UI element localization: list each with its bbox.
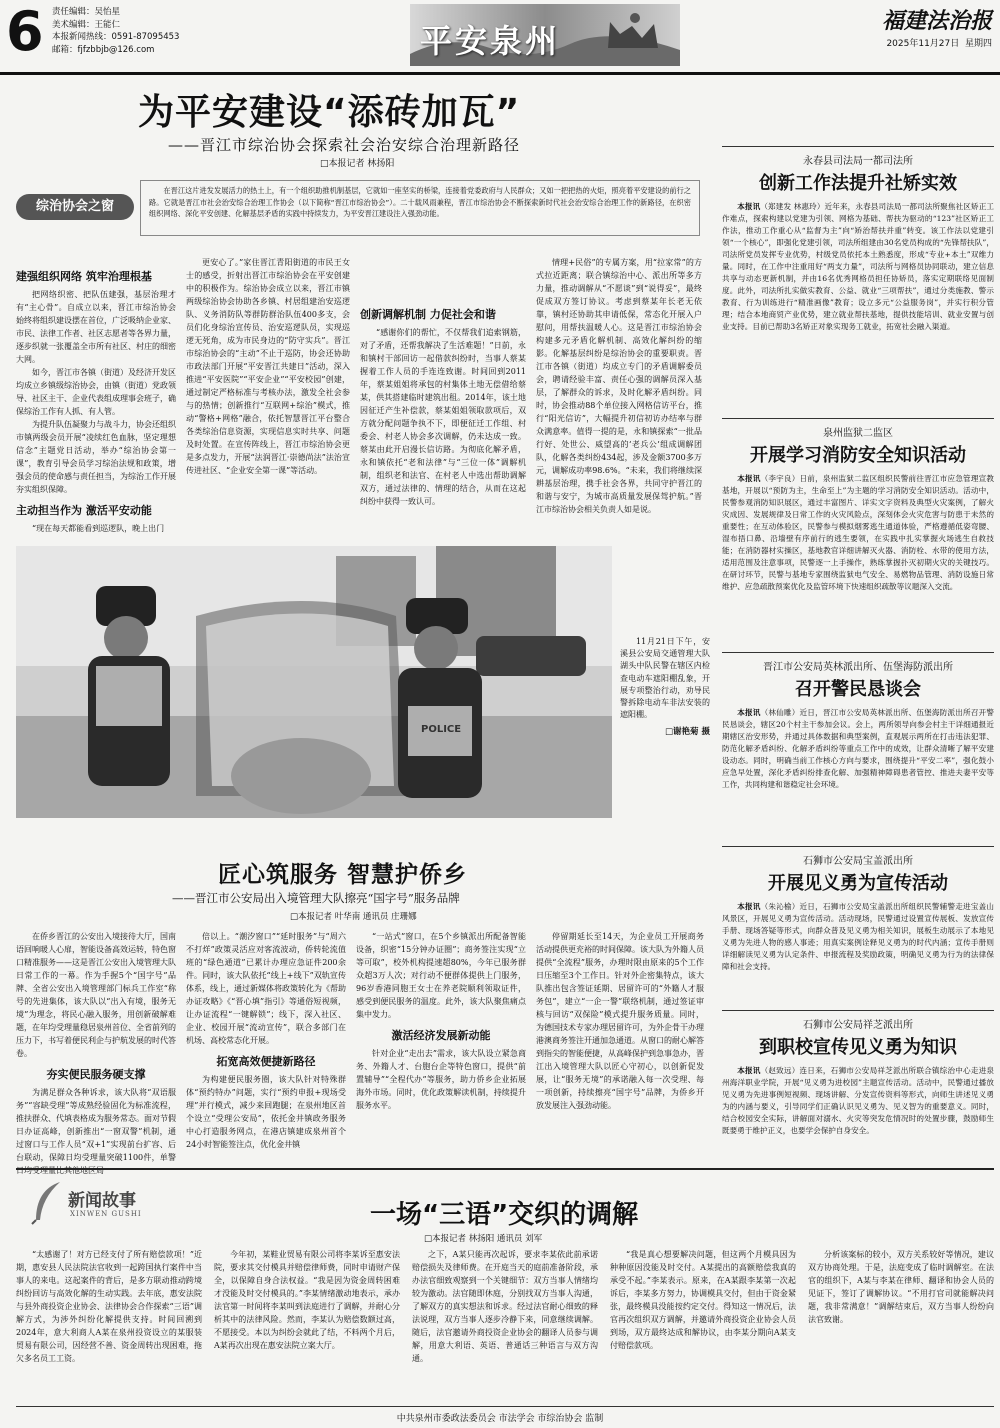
right-rule-1 [722,418,994,419]
story3-byline: □本报记者 林扬阳 通讯员 刘军 [424,1234,543,1244]
right-rule-4 [722,1010,994,1011]
page-number: 6 [6,0,44,63]
story3-col-2: 今年初，某鞋业贸易有限公司将李某诉至惠安法院，要求其交付模具并赔偿律师费，同时申请财产保全，以保障自身合法权益。“我是因为资金周转困难才没能及时交付模具的。”李某情绪激动地表示，承办法官第一时间将李某叫到法庭进行了调解，并耐心分析其中的法律风险。然而，李某认为赔偿数额过高，不愿接受。本以为纠纷会就此了结，不料两个月后，A某再次出现在惠安法院立案大厅。 [214,1250,400,1350]
right-title-2: 开展学习消防安全知识活动 [750,445,966,466]
story3-col-5: 分析该案标的较小，双方关系较好等情况，建议双方协商处理。于是，法庭变成了临时调解室。在法官的组织下，A某与李某在律师、翻译和协会人员的见证下，签订了调解协议。“不用打官司就能解决问题，我非常满意！”调解结束后，双方当事人纷纷向法官致谢。 [808,1250,994,1324]
police-photo-illustration [16,546,612,818]
story2-byline: □本报记者 叶华南 通讯员 庄珊娜 [290,912,417,922]
footer-credit: 中共泉州市委政法委员会 市法学会 市综治协会 监制 [396,1414,604,1424]
right-kicker-5: 石狮市公安局祥芝派出所 [803,1020,913,1031]
right-article-4: 石狮市公安局宝盖派出所 开展见义勇为宣传活动 本报讯（朱沁榆）近日，石狮市公安局宝盖派出所组织民警辅警走进宝盖山风景区，开展见义勇为宣传活动。活动现场，民警通过设置宣传展板、发放宣传手册、现场答疑等形式，向群众普及见义勇为相关知识，展板生动展示了本地见义勇为先进人物的感人事迹；用真实案例诠释见义勇为的时代内涵；宣传手册则详细解读见义勇为认定条件、申报流程及奖励政策，明确见义勇为行为的法律保障和社会支持。 [722,852,994,1002]
story2-heading-2: 拓宽高效便捷新路径 [216,1055,316,1068]
right-kicker-4: 石狮市公安局宝盖派出所 [803,856,913,867]
lead-intro: 在晋江这片进发发展活力的热土上，有一个组织助推机制基层，它就如一座坚实的桥梁，连接着党委政府与人民群众；又如一把把热的火炬，照亮着平安建设的前行之路。它就是晋江市社会治安综合治理工作协会（以下简称“晋江市综治协会”）。二十载风雨兼程，晋江市综治协会不断探索新时代社会治安综合治理工作的新路径，在织密组织网络、深化平安创建、化解基层矛盾的实践中持续发力，为平安晋江建设注入强劲动能。 [140,180,700,236]
right-article-5: 石狮市公安局祥芝派出所 到职校宣传见义勇为知识 本报讯（赵致远）连日来，石狮市公安局祥芝派出所联合镇综治中心走进泉州海洋职业学院，开展“见义勇为进校园”主题宣传活动。活动中，民警通过播放见义勇为先进事例短视频、现场讲解、分发宣传资料等形式，向师生讲述见义勇为的内涵与要义，引导同学们正确认识见义勇为、见义智为的重要意义。同时，结合校园安全实际，讲解面对溺水、火灾等突发危情况时的处置步骤，鼓励师生既要勇于维护正义，也要学会保护自身安全。 [722,1016,994,1162]
lead-byline: □本报记者 林扬阳 [320,159,395,169]
story3-col-1: “太感谢了！对方已经支付了所有赔偿款项！”近期，惠安县人民法院法官收到一起跨国执行案件中当事人的来电。这起案件的背后，是多方联动推动跨境纠纷回访与高效化解的生动实践。去年底，惠安法院与县外商投资企业协会、法律协会合作探索“三语”调解方式，为涉外纠纷化解提供支持。时间回溯到2024年，意大利商人A某在泉州投资设立的某服装贸易有限公司，因经营不善、资金周转出现困难，拖欠多名员工工资。 [16,1250,202,1363]
lead-heading-2: 主动担当作为 激活平安动能 [16,504,152,517]
story2-heading-3: 激活经济发展新动能 [391,1029,491,1042]
lead-subtitle: ——晋江市综治协会探索社会治安综合治理新路径 [168,136,521,154]
column-tag: 综治协会之窗 [16,194,134,220]
lead-title: 为平安建设“添砖加瓦” [138,92,521,133]
news-story-tag-en: XINWEN GUSHI [70,1210,142,1218]
story2-col-2: 倍以上。“潮汐窗口”“延时服务”与“周六不打烊”政策灵活应对客流波动，侨转轮流值班的“绿色通道”已累计办理应急证件200余件。同时，该大队依托“线上+线下”双轨宣传体系，线上，通过新媒体将政策转化为《帮助办证攻略》《“晋心填”指引》等通俗短视频，让办证流程“一键解锁”；线下，深入社区、企业、校园开展“流动宣传”，联合多部门在机场、高校常态化开展。 拓宽高效便捷新路径 为构建便民服务圈，该大队针对特殊群体“预约特办”问题，实行“预约申报+现场受理”并行模式，减少来回跑腿；在泉州地区首个设立“受理公安局”，依托金井镇政务服务中心打造服务网点，在港店镇建成泉州首个24小时智能签注点，优化金井镇 [186,932,346,1149]
right-title-3: 召开警民恳谈会 [795,679,921,700]
story2-col-4: 停留期延长至14天，为企业员工开展商务活动提供更充裕的时间保障。该大队为外籍人员提供“全流程”服务，办理时限由原来的5个工作日压缩至3个工作日。针对外企密集特点，该大队推出包含签证延期、居留许可的“外籍人才服务包”，建立“一企一警”联络机制，通过签证审核与回访“双保险”模式提升服务质量。同时，为德国技术专家办理居留许可，为外企骨干办理港澳商务签注开通加急通道。从窗口的耐心解答到指尖的智能便捷，从高峰保护到急事急办，晋江出入境管理大队以匠心守初心，以创新促发展，让“服务无境”的承诺融入每一次受理、每一项创新，持续擦亮“国字号”品牌，为侨乡开放发展注入强劲动能。 [536,932,704,1110]
story2-title: 匠心筑服务 智慧护侨乡 [218,862,468,888]
right-rule-2 [722,652,994,653]
paper-logo: 福建法治报 [881,8,992,34]
story3-title: 一场“三语”交织的调解 [370,1200,639,1230]
right-rule-3 [722,846,994,847]
news-story-tag [30,1180,160,1236]
vest-label: POLICE [421,724,462,735]
right-kicker-2: 泉州监狱二监区 [823,428,893,439]
footer-rule [16,1406,994,1407]
news-photo [16,546,612,818]
right-title-4: 开展见义勇为宣传活动 [768,873,948,894]
story2-subtitle: ——晋江市公安局出入境管理大队擦亮“国字号”服务品牌 [172,891,460,905]
story3-col-4: “我是真心想要解决问题，但这两个月模具因为种种原因没能及时交付。A某提出的高额赔偿我真的承受不起。”李某表示。原来，在A某跟李某第一次起诉后，李某多方努力，协调模具交付，但由于资金紧张，最终模具没能按约定交付。得知这一情况后，法官再次组织双方调解，并邀请外商投资企业协会人员到场，双方最终达成和解协议，由李某分期向A某支付赔偿款项。 [610,1250,796,1350]
right-rule-0 [722,146,994,147]
story3-divider [16,1168,994,1170]
right-article-1: 永春县司法局一都司法所 创新工作法提升社矫实效 本报讯（郑建发 林惠玲）近年来，永春县司法局一都司法所聚焦社区矫正工作难点，探索构建以党建为引领、网格为基础、帮扶为驱动的“123”社区矫正工作法，推动工作重心从“监督为主”向“矫治帮扶并重”转变。该工作法以党建引领“一个核心”，即强化党建引领，司法所组建由30名党员构成的“先锋帮扶队”，司法所党员发挥专业优势，村级党员依托本土熟悉度，形成“专业+本土”双维力量。同时，在工作中注重用好“两支力量”，司法所与网格员协同联动，建立信息共享与动态更新机制，并由16名优秀网格员担任协矫员，落实定期联络见面制度。此外，司法所扎实做实教育、公益、就业“三项帮扶”，通过分类施教、警示教育、行为训练进行“精准画像”教育；设立多元“公益服务岗”，并实行积分管理；结合本地商贸产业优势，建立就业帮扶基地，提供技能培训、就业安置与创业支持。目前已帮助3名矫正对象实现务工就业，拓宽社会融入渠道。 [722,152,994,414]
story2-col-1: 在侨乡晋江的公安出入境接待大厅，国南语回响暖人心扉，智能设备高效运转，特色窗口精准服务——这是晋江公安出入境管理大队日常工作的一幕。作为手握5个“国字号”品牌、全省公安出入境管理部门标兵工作室“称号的先进集体，该大队以“出入有境，服务无境”为理念，将民心融入服务，用创新破解难题，在年均受理量稳居泉州首位、全省前列的压力下，书写着便民利企与护航发展的时代答卷。 夯实便民服务硬支撑 为满足群众各种诉求，该大队将“双语服务”“容缺受理”等成熟经验固化为标准流程，推扶群众、代填表格成为服务常态。面对节假日办证高峰，创新推出“一窗双警”机制，通过窗口与工作人员“双+1”实现前台扩容、后台联动，保障日均受理量突破1100件，单警日均受理量比其他地区局 [16,932,176,1175]
right-title-5: 到职校宣传见义勇为知识 [759,1037,957,1058]
lead-heading-1: 建强组织网络 筑牢治理根基 [16,270,152,283]
lead-col-1: 建强组织网络 筑牢治理根基 把网络织密、把队伍建强，基层治理才有“主心骨”。自成立以来，晋江市综治协会始终将组织建设摆在首位，广泛吸纳企业家、市民、法律工作者、社区志愿者等各界力量，逐步织就一张覆盖全市所有社区、村庄的细密大网。 如今，晋江市各镇（街道）及经济开发区均成立乡镇级综治协会，由镇（街道）党政领导、社区主干、企业代表组成理事会班子，确保综治工作有人抓、有人管。 为提升队伍凝聚力与战斗力，协会还组织市镇两级会员开展“凌续红色血脉，坚定理想信念”主题党日活动，举办“综治协会第一课”，教育引导会员学习综治法规和政策，增强会员的使命感与责任担当，为综治工作开展夯实组织保障。 主动担当作为 激活平安动能 “现在每天都能看到巡逻队，晚上出门 [16,270,176,533]
news-story-tag-cn: 新闻故事 [68,1191,136,1211]
lead-col-3: 创新调解机制 力促社会和谐 “感谢你们的帮忙，不仅帮我们追索钢筋，对了矛盾，还帮我解决了生活难题！”日前，永和镇村干部回访一起借款纠纷时，当事人蔡某握着工作人员的手连连致谢。时间回到2011年，蔡某姐姐将承包的村集体土地无偿借给蔡某，供其搭建临时建筑出租。2014年，该土地因征迁产生补偿款，蔡某姐姐领取款项后，双方就分配问题争执不下，即便征迁工作组、村委会、村老人协会多次调解，仍未达成一致。蔡某由此开启漫长信访路。为彻底化解矛盾，永和镇依托“老和法律”与“三位一体”调解机制，组织老和法官、在村老人中选出帮助调解双方，通过法律的、情理的结合，从而在这起纠纷中获得一致认可。 [360,308,526,506]
right-article-2: 泉州监狱二监区 开展学习消防安全知识活动 本报讯（李宇良）日前，泉州监狱二监区组织民警前往晋江市应急管理宣教基地，开展以“预防为主，生命至上”为主题的学习消防安全知识活动。活动中，民警参观消防知识展区，通过丰富图片、详实文字资料及典型火灾案例，了解火灾成因、发展规律及日常工作的火灾风险点，深刻体会火灾危害与防患于未然的重要性；在互动体验区，民警参与模拟烟雾逃生通道体验，严格遵循低姿弯腰、湿布捂口鼻、沿墙壁有序前行的逃生要领，在实践中扎实掌握火场逃生自救技能；在消防器材实操区，基地教官详细讲解灭火器、消防栓、水带的使用方法，适用范围及注意事项，民警逐一上手操作，熟练掌握扑灭初期火灾的关键技巧。在研讨环节，民警与基地专家围绕监狱电气安全、易燃物品管理、消防设施日常维护、应急疏散预案优化及监管环境下快速组织疏散等议题深入交流。 [722,424,994,642]
lead-col-2: 更安心了。”家住晋江青阳街道的市民王女士的感受，折射出晋江市综治协会在平安创建中的积极作为。综治协会成立以来，晋江市镇两级综治协会协助各乡镇、村居组建治安巡逻队、义务消防队等群防群治队伍400多支，会员们化身综治宣传员、治安巡逻队员，实现巡逻无死角，成为市民身边的“防守实兵”。晋江市综治协会的“主动”不止于巡防，协会还协助市政法部门开展“平安晋江共建日”活动，深入推进“平安医院”“平安企业”“平安校园”创建，通过制定严格标准与考核办法，激发全社会参与的热情；创新推行“互联网+综治”模式，推动“警格+网格”融合，依托智慧晋江平台整合各类综治信息资源，实现信息实时共享、问题及时处置。在宣传阵线上，晋江市综治协会更是多点发力，开展“法润晋江·崇德尚法”法治宣传进社区、“企业安全第一课”等活动。 [186,258,350,475]
section-banner [410,4,680,66]
lead-col-4: 情理+民俗”的专属方案，用“拉家常”的方式拉近距离；联合镇综治中心、派出所等多方力量，推动调解从“不愿谈”到“说得妥”，最终促成双方签订协议。考虑到蔡某年长老无依靠，镇村还协助其申请低保，常态化开展入户慰问，用帮扶温暖人心。这是晋江市综治协会构建多元矛盾化解机制、高效化解纠纷的缩影。化解基层纠纷是综治协会的重要职责。晋江市各镇（街道）均成立专门的矛盾调解委员会，聘请经验丰富、责任心强的调解员深入基层，了解群众的诉求，及时化解矛盾纠纷。同时，协会推动88个单位接入网格信访平台，推行“阳光信访”，大幅提升初信初访办结率与群众满意率。值得一提的是，永和镇探索“一批品行好、处世公、威望高的‘老兵公’组成调解团队，化解各类纠纷434起，涉及金额3700多万元，调解成功率98.6%。“未来，我们将继续深耕基层治理，携手社会各界，共同守护晋江的和谐与安宁，为城市高质量发展保驾护航。”晋江市综治协会相关负责人如是说。 [536,258,702,514]
feather-icon [30,1180,66,1224]
issue-date: 2025年11月27日 星期四 [886,39,992,49]
right-kicker-3: 晋江市公安局英林派出所、伍堡海防派出所 [763,662,953,673]
right-title-1: 创新工作法提升社矫实效 [759,173,957,194]
photo-credit: □谢艳菊 摄 [665,727,710,738]
lead-heading-3: 创新调解机制 力促社会和谐 [360,308,496,321]
header-rule [0,72,1000,75]
story2-heading-1: 夯实便民服务硬支撑 [46,1068,146,1081]
section-title: 平安泉州 [420,22,561,60]
right-article-3: 晋江市公安局英林派出所、伍堡海防派出所 召开警民恳谈会 本报讯（林仙雕）近日，晋江市公安局英林派出所、伍堡海防派出所召开警民恳谈会，辖区20个村主干参加会议。会上，两所领导向参会村主干详细通报近期辖区治安形势，并通过具体数据和典型案例，直观展示两所在打击违法犯罪、防范化解矛盾纠纷、化解矛盾纠纷等重点工作中的成效，让群众清晰了解平安建设动态。同时，明确当前工作核心方向与要求，围绕提升“平安二率”，强化鼓小应急早处置，深化矛盾纠纷排查化解、加强精神障碍患者管控、推进夫妻平安等工作，共同构建和谐稳定社会环境。 [722,658,994,832]
masthead [0,0,1000,72]
editor-info: 责任编辑：吴怡星 美术编辑：王能仁 本报新闻热线：0591-87095453 邮箱：fjfzbbjb@126.com [52,7,180,55]
photo-caption-box: 11月21日下午，安溪县公安局交通管理大队湖头中队民警在辖区内检查电动车遮阳棚乱象，开展专项整治行动，劝导民警拆除电动车非法安装的遮阳棚。 □谢艳菊 摄 [620,637,710,738]
right-kicker-1: 永春县司法局一都司法所 [803,156,913,167]
story2-col-3: “一站式”窗口，在5个乡镇派出所配备智能设备，织密“15分钟办证圈”；商务签注实现“立等可取”，校外机构提速超80%，今年已服务群众超3万人次；对行动不便群体提供上门服务，96岁香港同胞王女士在养老院顺利领取证件，感受到便民服务的温度。此外，该大队聚焦痛点集中发力。 激活经济发展新动能 针对企业“走出去”需求，该大队设立紧急商务、外籍人才、台胞台企等特色窗口，提供“前置辅导”“全程代办”等服务，助力侨乡企业拓展海外市场。同时，优化政策解读机制，持续提升服务水平。 [356,932,526,1110]
story3-col-3: 之下，A某只能再次起诉，要求李某依此前承诺赔偿损失及律师费。在开庭当天的庭前准备阶段，承办法官细致观察到一个关键细节：双方当事人情绪均较为激动。法官随即休庭，分别找双方当事人沟通，了解双方的真实想法和诉求。经过法官耐心细致的释法说理，双方当事人逐步冷静下来，同意继续调解。随后，法官邀请外商投资企业协会的翻译人员参与调解，用意大利语、英语、普通话三种语言与双方沟通。 [412,1250,598,1363]
